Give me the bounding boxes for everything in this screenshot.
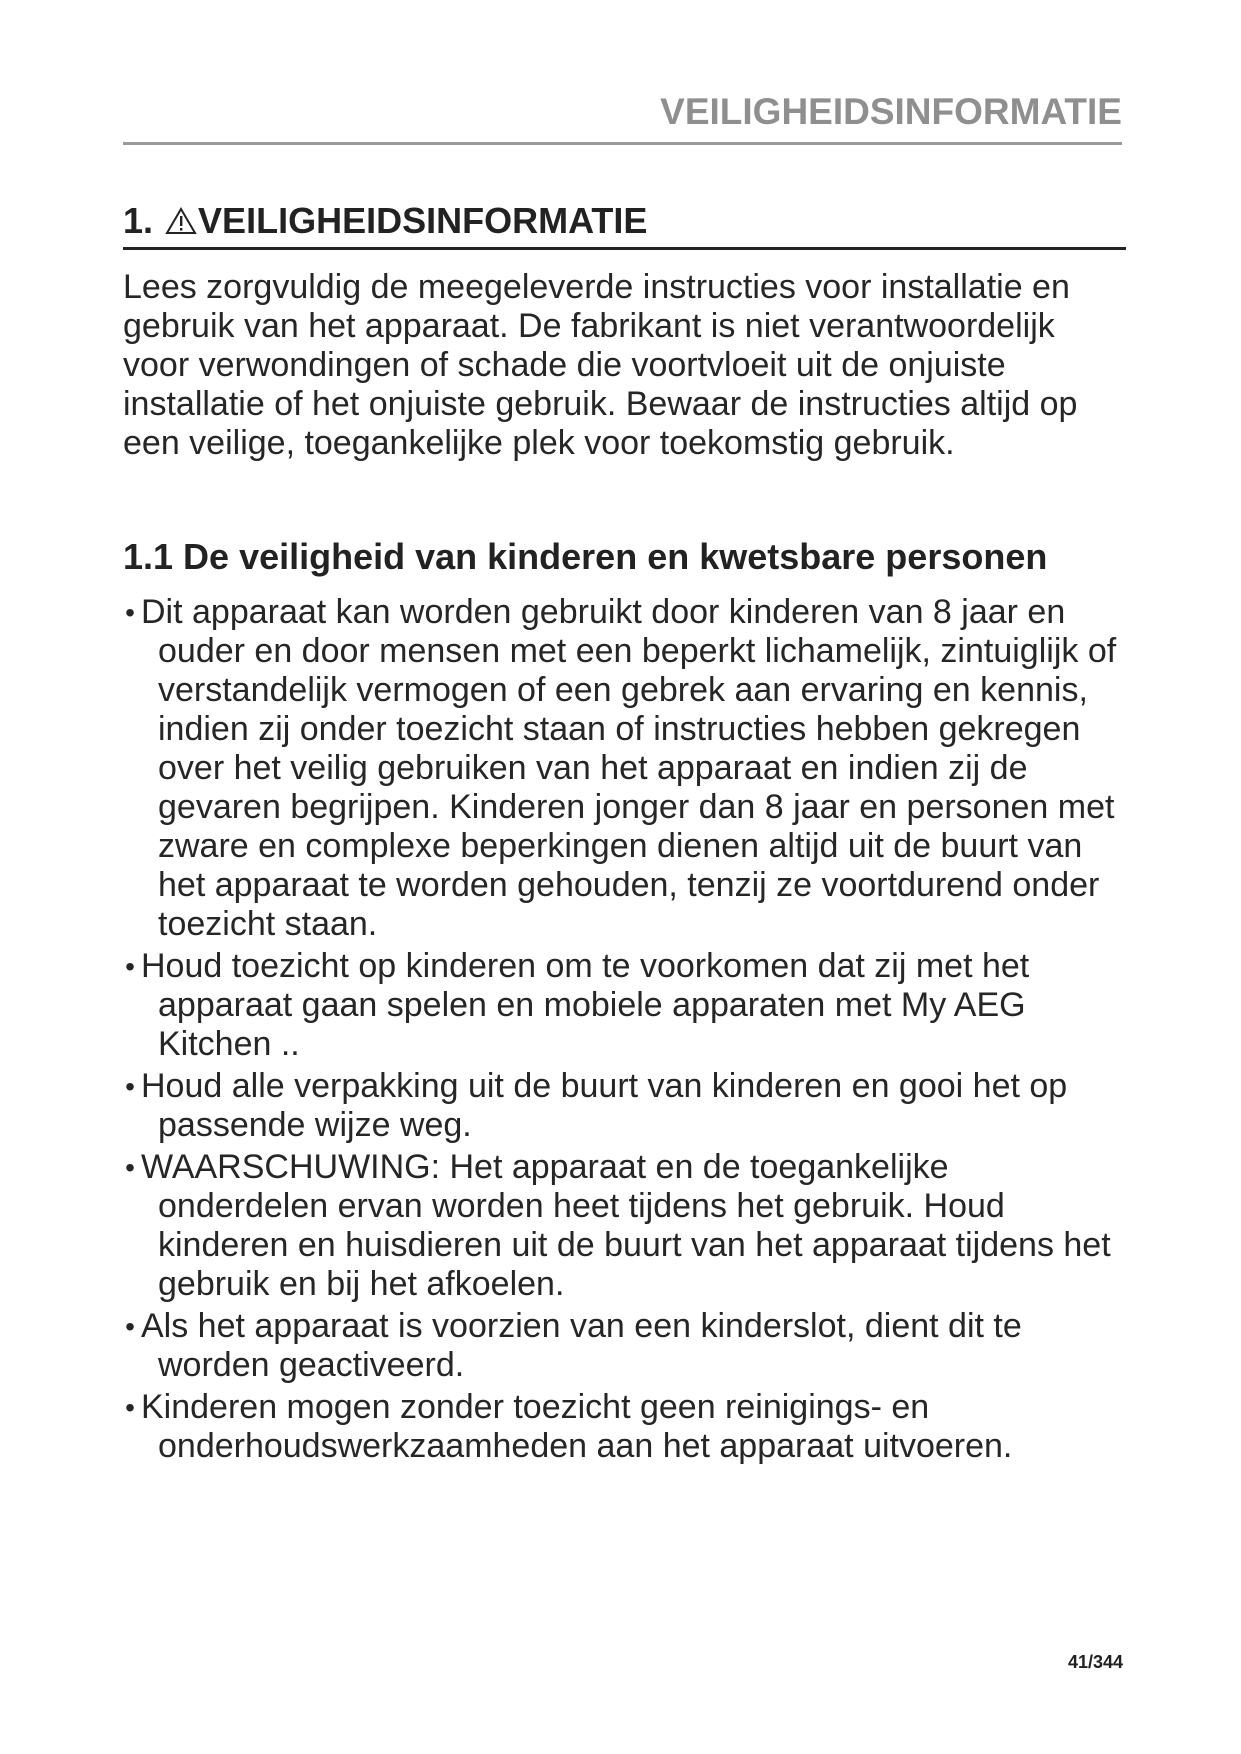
list-item-text: Dit apparaat kan worden gebruikt door kinderen van 8 jaar en ouder en door mensen met een beperkt lichamelijk, zintuiglijk of verstandelijk vermogen of een gebrek aan ervaring en kennis, indien zij onder toezicht staan of instructies hebben gekregen over het veilig gebruiken van het apparaat en indien zij de gevaren begrijpen. Kinderen jonger dan 8 jaar en personen met zware en complexe beperkingen dienen altijd uit de buurt van het apparaat te worden gehouden, tenzij ze voortdurend onder toezicht staan. [141, 593, 1117, 943]
subsection-heading: 1.1 De veiligheid van kinderen en kwetsbare personen [123, 536, 1048, 577]
list-item-text: Kinderen mogen zonder toezicht geen reinigings- en onderhoudswerkzaamheden aan het apparaat uitvoeren. [141, 1388, 1013, 1465]
section-number: 1. [123, 200, 154, 241]
bullet-marker: • [125, 1392, 135, 1423]
list-item [123, 947, 1123, 1064]
bullet-marker: • [125, 1152, 135, 1183]
section-heading [123, 199, 1126, 250]
list-item [123, 1148, 1123, 1304]
bullet-marker: • [125, 1071, 135, 1102]
list-item [123, 1307, 1123, 1385]
list-item-text: Houd alle verpakking uit de buurt van kinderen en gooi het op passende wijze weg. [141, 1067, 1068, 1144]
section-title: VEILIGHEIDSINFORMATIE [198, 200, 648, 241]
running-header [123, 92, 1122, 145]
list-item-text: Als het apparaat is voorzien van een kinderslot, dient dit te worden geactiveerd. [141, 1307, 1022, 1384]
list-item-text: WAARSCHUWING: Het apparaat en de toegankelijke onderdelen ervan worden heet tijdens het gebruik. Houd kinderen en huisdieren uit de buurt van het apparaat tijdens het gebruik en bij het afkoelen. [141, 1148, 1111, 1303]
list-item [123, 593, 1123, 944]
page-number: 41/344 [1067, 1652, 1123, 1672]
safety-bullet-list [123, 593, 1123, 1469]
warning-triangle-icon [165, 207, 197, 235]
bullet-marker: • [125, 951, 135, 982]
bullet-marker: • [125, 597, 135, 628]
list-item [123, 1067, 1123, 1145]
header-title: VEILIGHEIDSINFORMATIE [660, 91, 1122, 132]
list-item [123, 1388, 1123, 1466]
list-item-text: Houd toezicht op kinderen om te voorkomen dat zij met het apparaat gaan spelen en mobiele apparaten met My AEG Kitchen .. [141, 947, 1030, 1063]
intro-paragraph: Lees zorgvuldig de meegeleverde instructies voor installatie en gebruik van het apparaat. De fabrikant is niet verantwoordelijk voor verwondingen of schade die voortvloeit uit de onjuiste installatie of het onjuiste gebruik. Bewaar de instructies altijd op een veilige, toegankelijke plek voor toekomstig gebruik. [123, 268, 1078, 462]
bullet-marker: • [125, 1311, 135, 1342]
